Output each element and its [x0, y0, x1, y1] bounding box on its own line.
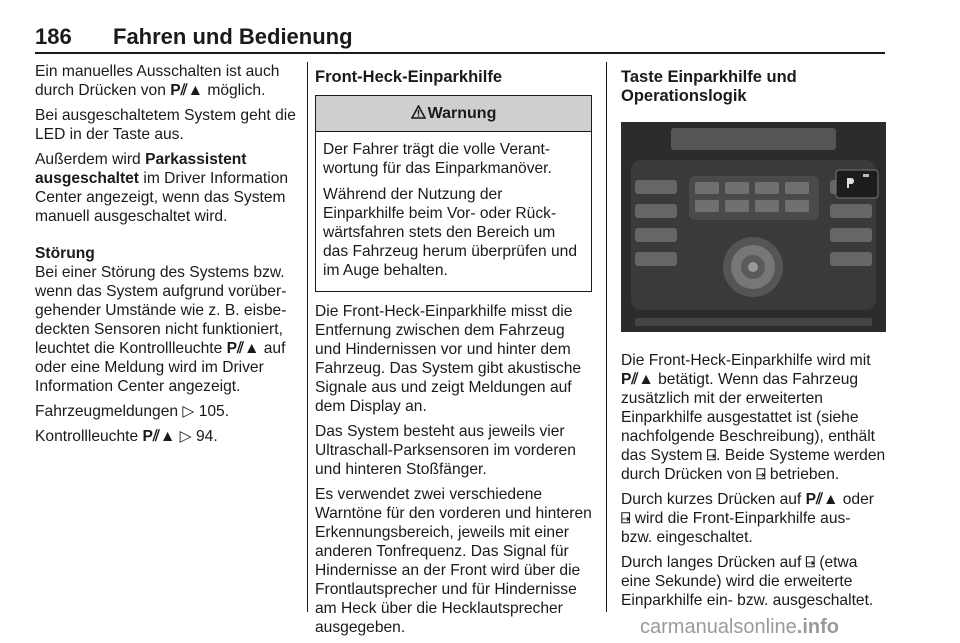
park-assist-icon: P⫽▲ — [226, 340, 260, 357]
column-1 — [35, 62, 300, 452]
section-title: Fahren und Bedienung — [113, 24, 353, 49]
paragraph: Während der Nutzung der Einparkhilfe beim Vor- oder Rückwärtsfahren stets den Bereich um das Fahrzeug herum überprüfen und im Auge behalten. — [323, 186, 577, 279]
warning-header — [316, 96, 591, 132]
extended-park-assist-icon: ⍈ — [805, 554, 815, 571]
paragraph: Die Front-Heck-Einparkhilfe wird mit P⫽▲ betätigt. Wenn das Fahrzeug zusätzlich mit der erweiterten Einparkhilfe ausgestattet ist (siehe nachfolgende Beschreibung), enthält das System ⍈. Beide Systeme werden durch Drücken von ⍈ betrieben. — [621, 352, 886, 483]
paragraph: Außerdem wird Parkassistent ausgeschaltet im Driver Information Center angezeigt, wenn das System manuell ausgeschaltet wird. — [35, 151, 289, 225]
cross-reference[interactable]: Fahrzeugmeldungen ▷ 105. — [35, 403, 230, 420]
page-number: 186 — [35, 24, 72, 49]
center-console-illustration — [621, 122, 886, 332]
warning-icon — [411, 105, 426, 119]
park-assist-icon: P⫽▲ — [805, 491, 839, 508]
header-rule — [35, 52, 885, 54]
extended-park-assist-icon: ⍈ — [706, 447, 717, 464]
extended-park-assist-icon: ⍈ — [756, 466, 766, 483]
extended-park-assist-icon: ⍈ — [621, 510, 631, 527]
park-assist-icon: P⫽▲ — [170, 82, 204, 99]
cross-reference[interactable]: Kontrollleuchte P⫽▲ ▷ 94. — [35, 428, 218, 445]
paragraph: Durch kurzes Drücken auf P⫽▲ oder ⍈ wird die Front-Einparkhilfe aus- bzw. eingeschaltet. — [621, 491, 874, 546]
fault-heading: Störung — [35, 245, 95, 262]
column-2 — [315, 62, 592, 643]
paragraph: Der Fahrer trägt die volle Verantwortung für das Einparkmanöver. — [323, 141, 552, 177]
warning-box — [315, 95, 592, 292]
column-divider-1 — [307, 62, 308, 612]
watermark: carmanualsonline.info — [640, 616, 839, 638]
column-3 — [621, 62, 886, 616]
section-heading: Taste Einparkhilfe und Operationslogik — [621, 68, 797, 105]
paragraph: Es verwendet zwei verschiedene Warntöne für den vorderen und hinteren Erkennungsbereich, jeweils mit einer anderen Tonfrequenz. Das Signal für Hindernisse an der Front wird über die Frontlautsprecher und für Hindernisse am Heck über die Hecklautsprecher ausgegeben. — [315, 486, 592, 636]
paragraph: Durch langes Drücken auf ⍈ (etwa eine Sekunde) wird die erweiterte Einparkhilfe ein- bzw. ausgeschaltet. — [621, 554, 874, 609]
page-header — [35, 24, 885, 52]
paragraph: Die Front-Heck-Einparkhilfe misst die Entfernung zwischen dem Fahrzeug und Hindernissen vor und hinter dem Fahrzeug. Das System gibt akustische Signale aus und zeigt Meldungen auf dem Display an. — [315, 303, 582, 415]
warning-title: Warnung — [427, 105, 497, 122]
reference-arrow-icon: ▷ — [179, 428, 192, 445]
reference-arrow-icon: ▷ — [182, 403, 195, 420]
paragraph: Das System besteht aus jeweils vier Ultraschall-Parksensoren im vorderen und hinteren Stoßfänger. — [315, 423, 576, 478]
paragraph: Bei einer Störung des Systems bzw. wenn das System aufgrund vorübergehender Umstände wie z. B. eisbedeckten Sensoren nicht funktioniert, leuchtet die Kontrollleuchte P⫽▲ auf oder eine Meldung wird im Driver Information Center angezeigt. — [35, 264, 287, 395]
paragraph: Ein manuelles Ausschalten ist auch durch Drücken von P⫽▲ möglich. — [35, 63, 280, 99]
park-assist-icon: P⫽▲ — [621, 371, 654, 388]
paragraph: Bei ausgeschaltetem System geht die LED in der Taste aus. — [35, 107, 296, 143]
section-heading: Front-Heck-Einparkhilfe — [315, 68, 503, 86]
column-divider-2 — [606, 62, 607, 612]
park-assist-icon: P⫽▲ — [142, 428, 176, 445]
